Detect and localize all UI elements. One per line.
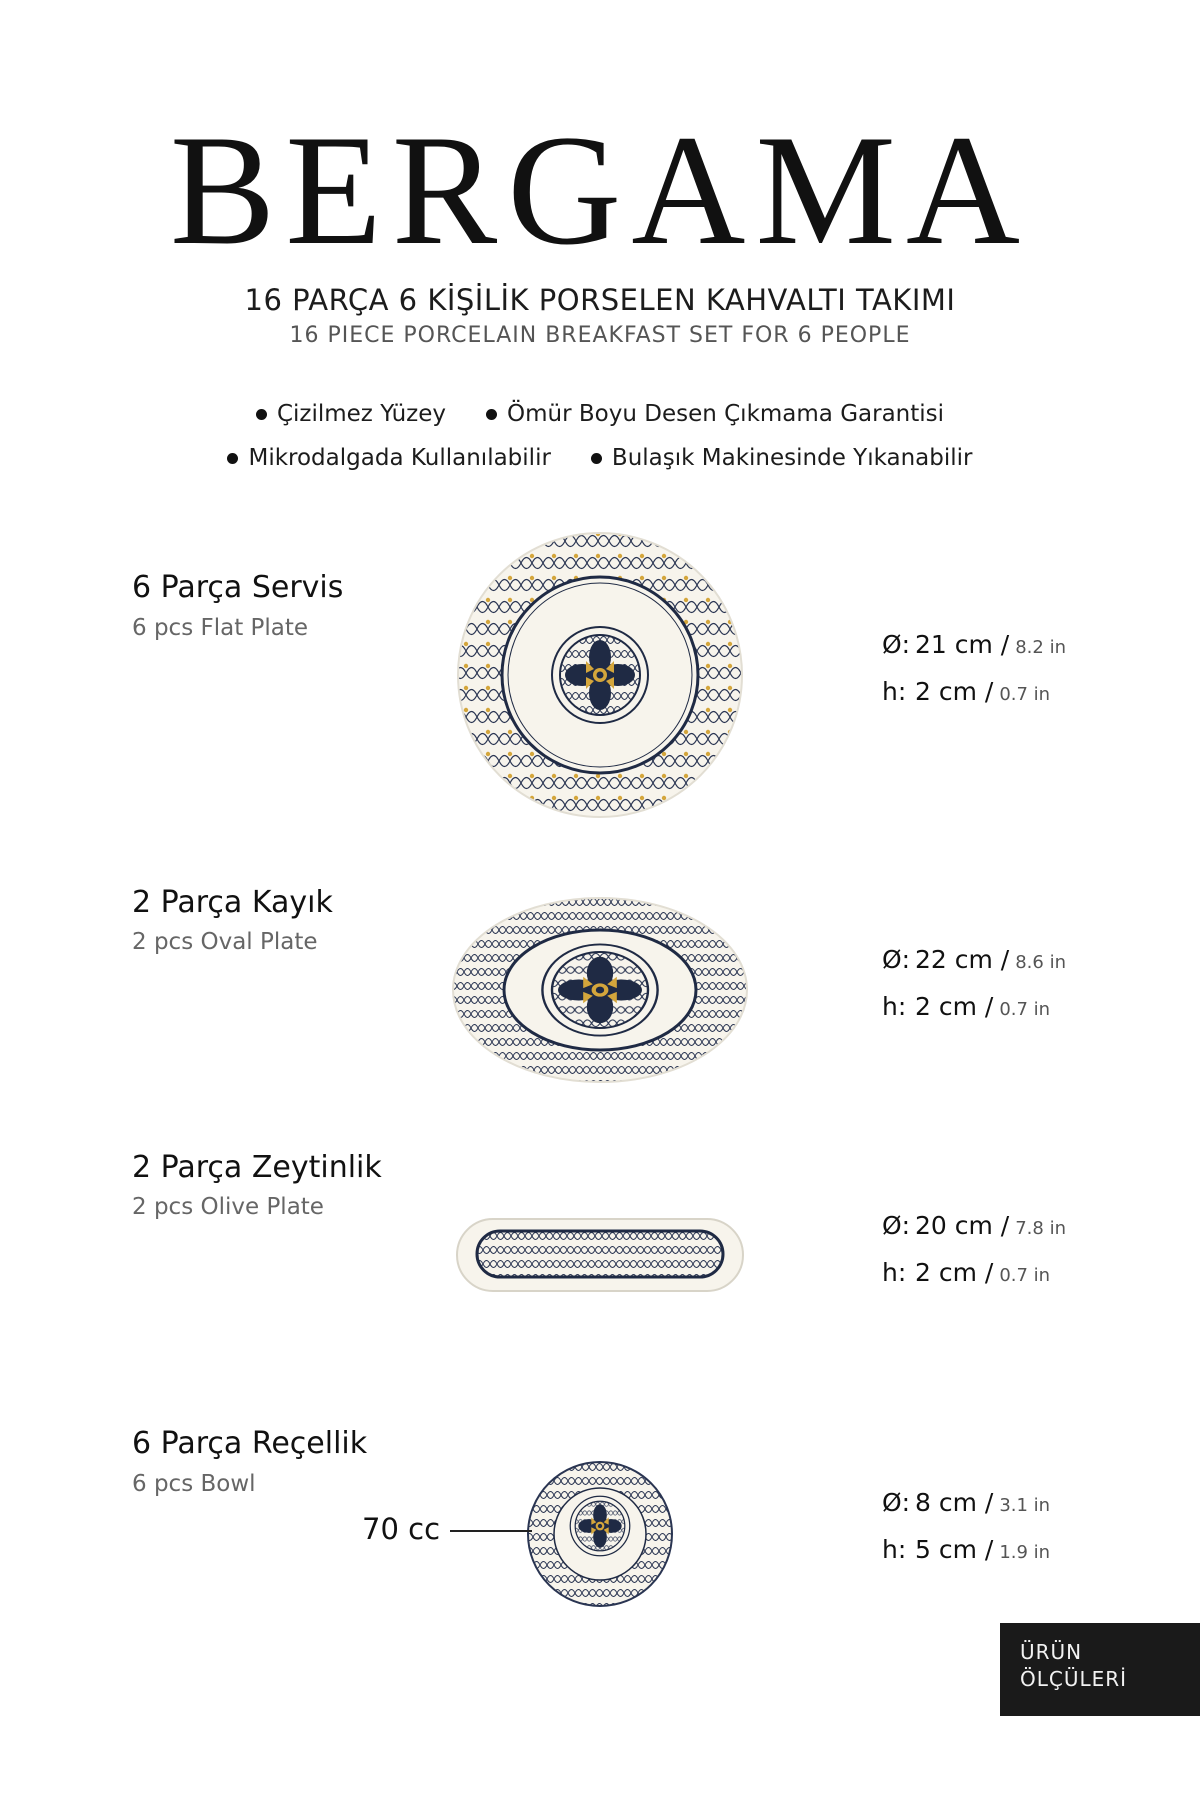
diameter-row xyxy=(882,945,1066,992)
badge-line-2: ÖLÇÜLERİ xyxy=(1020,1667,1128,1691)
diameter-value: 22 cm / xyxy=(915,945,1010,974)
height-row xyxy=(882,992,1066,1039)
height-inches: 1.9 in xyxy=(999,1542,1051,1563)
feature-dishwasher-safe xyxy=(591,445,973,471)
diameter-inches: 8.2 in xyxy=(1015,637,1066,658)
item-bowl-title: 6 Parça Reçellik xyxy=(132,1426,368,1461)
product-dimensions-badge xyxy=(1000,1623,1200,1716)
subtitle-english: 16 PIECE PORCELAIN BREAKFAST SET FOR 6 PEOPLE xyxy=(289,323,911,348)
height-row xyxy=(882,677,1066,724)
height-label: h: xyxy=(882,992,907,1021)
height-inches: 0.7 in xyxy=(999,999,1051,1020)
oval-plate-dimensions xyxy=(882,945,1066,1039)
item-oval-plate-subtitle: 2 pcs Oval Plate xyxy=(132,929,318,955)
item-olive-plate-title: 2 Parça Zeytinlik xyxy=(132,1150,382,1185)
height-inches: 0.7 in xyxy=(999,684,1051,705)
feature-row-1 xyxy=(0,392,1200,436)
height-value: 5 cm / xyxy=(915,1535,994,1564)
olive-plate-dimensions xyxy=(882,1211,1066,1305)
feature-microwave-safe xyxy=(227,445,550,471)
diameter-label: Ø: xyxy=(882,1211,911,1240)
height-label: h: xyxy=(882,677,907,706)
diameter-row xyxy=(882,1211,1066,1258)
item-bowl-subtitle: 6 pcs Bowl xyxy=(132,1471,256,1497)
olive-plate-image xyxy=(455,1215,745,1295)
diameter-row xyxy=(882,1488,1050,1535)
height-inches: 0.7 in xyxy=(999,1265,1051,1286)
feature-row-2 xyxy=(0,436,1200,480)
item-olive-plate-subtitle: 2 pcs Olive Plate xyxy=(132,1194,324,1220)
feature-pattern-guarantee xyxy=(486,401,944,427)
oval-plate-image xyxy=(450,895,750,1085)
diameter-row xyxy=(882,630,1066,677)
diameter-value: 20 cm / xyxy=(915,1211,1010,1240)
flat-plate-dimensions xyxy=(882,630,1066,724)
height-label: h: xyxy=(882,1258,907,1287)
capacity-pointer-line xyxy=(450,1530,532,1532)
flat-plate-image xyxy=(455,530,745,820)
diameter-label: Ø: xyxy=(882,1488,911,1517)
bowl-image xyxy=(526,1460,674,1608)
height-row xyxy=(882,1258,1066,1305)
feature-label: Mikrodalgada Kullanılabilir xyxy=(248,445,551,471)
diameter-label: Ø: xyxy=(882,630,911,659)
diameter-label: Ø: xyxy=(882,945,911,974)
bullet-icon xyxy=(256,409,267,420)
bullet-icon xyxy=(227,453,238,464)
item-flat-plate-subtitle: 6 pcs Flat Plate xyxy=(132,615,309,641)
bowl-capacity-label: 70 cc xyxy=(362,1512,441,1546)
badge-line-1: ÜRÜN xyxy=(1020,1640,1083,1664)
feature-list xyxy=(0,392,1200,480)
bullet-icon xyxy=(591,453,602,464)
feature-label: Ömür Boyu Desen Çıkmama Garantisi xyxy=(507,401,945,427)
subtitle-turkish: 16 PARÇA 6 KİŞİLİK PORSELEN KAHVALTI TAKIMI xyxy=(244,283,956,317)
diameter-value: 8 cm / xyxy=(915,1488,994,1517)
feature-label: Bulaşık Makinesinde Yıkanabilir xyxy=(611,445,973,471)
item-oval-plate-title: 2 Parça Kayık xyxy=(132,885,333,920)
item-flat-plate-title: 6 Parça Servis xyxy=(132,570,344,605)
height-value: 2 cm / xyxy=(915,1258,994,1287)
feature-label: Çizilmez Yüzey xyxy=(276,401,447,427)
diameter-inches: 7.8 in xyxy=(1015,1218,1066,1239)
diameter-value: 21 cm / xyxy=(915,630,1010,659)
height-value: 2 cm / xyxy=(915,992,994,1021)
diameter-inches: 3.1 in xyxy=(999,1495,1051,1516)
height-label: h: xyxy=(882,1535,907,1564)
bullet-icon xyxy=(486,409,497,420)
height-value: 2 cm / xyxy=(915,677,994,706)
diameter-inches: 8.6 in xyxy=(1015,952,1066,973)
brand-title: BERGAMA xyxy=(169,103,1031,278)
feature-scratch-resistant xyxy=(256,401,446,427)
bowl-dimensions xyxy=(882,1488,1050,1582)
height-row xyxy=(882,1535,1050,1582)
